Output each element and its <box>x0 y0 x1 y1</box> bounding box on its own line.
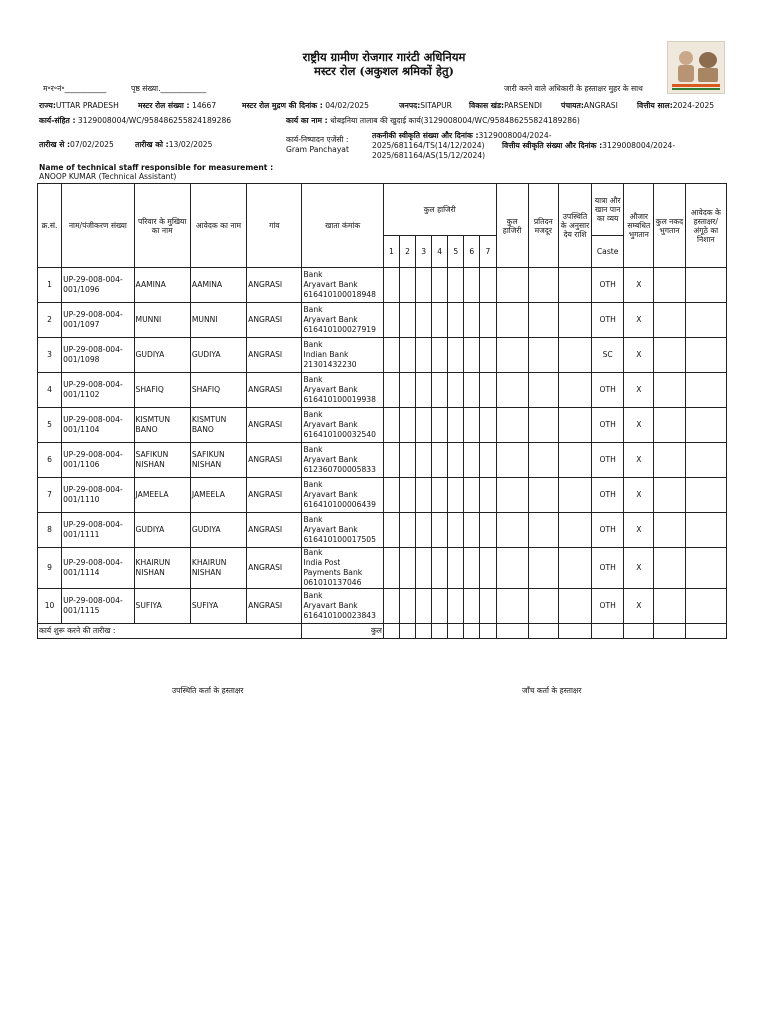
row-day-cell <box>480 443 496 478</box>
row-signature <box>685 268 726 303</box>
row-day-cell <box>383 408 399 443</box>
row-daily-wage <box>528 268 558 303</box>
row-day-cell <box>416 408 432 443</box>
row-village: ANGRASI <box>247 443 302 478</box>
row-day-cell <box>400 268 416 303</box>
row-registration: UP-29-008-004- 001/1104 <box>62 408 134 443</box>
row-day-cell <box>416 268 432 303</box>
row-signature <box>685 513 726 548</box>
col-village: गांव <box>247 184 302 268</box>
row-village: ANGRASI <box>247 589 302 624</box>
row-total <box>496 548 528 589</box>
day-7: 7 <box>480 236 496 268</box>
panchayat-field: पंचायत:ANGRASI <box>561 101 618 110</box>
row-village: ANGRASI <box>247 548 302 589</box>
row-payable <box>558 513 591 548</box>
row-signature <box>685 548 726 589</box>
row-account: Bank Aryavart Bank 616410100017505 <box>302 513 383 548</box>
scheme-logo <box>667 41 725 94</box>
row-applicant: KHAIRUN NISHAN <box>190 548 246 589</box>
row-day-cell <box>480 268 496 303</box>
col-tools: औजार सम्बधित भुगतान <box>624 184 654 268</box>
row-applicant: GUDIYA <box>190 338 246 373</box>
row-day-cell <box>480 303 496 338</box>
row-caste: OTH <box>592 478 624 513</box>
row-account: Bank India Post Payments Bank 061010137046 <box>302 548 383 589</box>
row-day-cell <box>432 303 448 338</box>
row-total <box>496 443 528 478</box>
row-village: ANGRASI <box>247 268 302 303</box>
row-registration: UP-29-008-004- 001/1102 <box>62 373 134 408</box>
col-registration: नाम/पंजीकरण संख्या <box>62 184 134 268</box>
row-cash <box>654 589 685 624</box>
row-tools: X <box>624 268 654 303</box>
row-day-cell <box>416 548 432 589</box>
row-signature <box>685 303 726 338</box>
row-household-head: KISMTUN BANO <box>134 408 190 443</box>
row-day-cell <box>400 589 416 624</box>
row-day-cell <box>432 513 448 548</box>
row-village: ANGRASI <box>247 338 302 373</box>
col-attendance: कुल हाजिरी <box>383 184 496 236</box>
row-day-cell <box>480 373 496 408</box>
row-total <box>496 408 528 443</box>
row-day-cell <box>448 303 464 338</box>
row-cash <box>654 303 685 338</box>
row-daily-wage <box>528 443 558 478</box>
row-day-cell <box>400 478 416 513</box>
row-payable <box>558 268 591 303</box>
row-daily-wage <box>528 338 558 373</box>
row-applicant: SUFIYA <box>190 589 246 624</box>
financial-sanction-field: वित्तीय स्वीकृति संख्या और दिनांक :3129008004/2024- <box>502 141 676 150</box>
day-4: 4 <box>432 236 448 268</box>
row-applicant: JAMEELA <box>190 478 246 513</box>
row-day-cell <box>400 303 416 338</box>
mr-no-field: मस्टर रोल संख्या : 14667 <box>138 101 217 110</box>
row-day-cell <box>383 338 399 373</box>
row-sno: 6 <box>38 443 62 478</box>
row-tools: X <box>624 303 654 338</box>
row-day-cell <box>383 443 399 478</box>
row-signature <box>685 478 726 513</box>
row-sno: 1 <box>38 268 62 303</box>
row-day-cell <box>464 548 480 589</box>
row-day-cell <box>464 373 480 408</box>
row-caste: OTH <box>592 548 624 589</box>
row-day-cell <box>480 338 496 373</box>
row-payable <box>558 589 591 624</box>
row-day-cell <box>480 408 496 443</box>
row-day-cell <box>480 548 496 589</box>
col-applicant: आवेदक का नाम <box>190 184 246 268</box>
agency-value: Gram Panchayat <box>286 145 349 154</box>
row-total <box>496 478 528 513</box>
row-applicant: MUNNI <box>190 303 246 338</box>
from-date-field: तारीख से :07/02/2025 <box>39 140 114 149</box>
row-account: Bank Aryavart Bank 616410100018948 <box>302 268 383 303</box>
row-day-cell <box>383 513 399 548</box>
row-tools: X <box>624 478 654 513</box>
row-account: Bank Aryavart Bank 616410100032540 <box>302 408 383 443</box>
financial-year-field: वित्तीय साल:2024-2025 <box>637 101 715 110</box>
row-day-cell <box>432 373 448 408</box>
day-2: 2 <box>400 236 416 268</box>
row-tools: X <box>624 589 654 624</box>
state-field: राज्य:UTTAR PRADESH <box>39 101 119 110</box>
table-row <box>38 513 727 548</box>
row-caste: OTH <box>592 268 624 303</box>
row-day-cell <box>448 478 464 513</box>
col-daily-wage: प्रतिदन मजदूर <box>528 184 558 268</box>
table-row <box>38 589 727 624</box>
row-day-cell <box>416 513 432 548</box>
row-day-cell <box>416 338 432 373</box>
row-day-cell <box>416 478 432 513</box>
row-signature <box>685 589 726 624</box>
table-row <box>38 408 727 443</box>
row-day-cell <box>383 373 399 408</box>
col-caste: Caste <box>592 236 624 268</box>
row-day-cell <box>432 589 448 624</box>
muster-roll-table <box>37 183 727 639</box>
row-tools: X <box>624 443 654 478</box>
row-payable <box>558 478 591 513</box>
print-date-field: मस्टर रोल मुद्रण की दिनांक : 04/02/2025 <box>242 101 369 110</box>
row-registration: UP-29-008-004- 001/1106 <box>62 443 134 478</box>
row-applicant: KISMTUN BANO <box>190 408 246 443</box>
row-day-cell <box>464 589 480 624</box>
row-day-cell <box>448 373 464 408</box>
row-registration: UP-29-008-004- 001/1098 <box>62 338 134 373</box>
row-caste: OTH <box>592 303 624 338</box>
row-day-cell <box>400 338 416 373</box>
row-registration: UP-29-008-004- 001/1097 <box>62 303 134 338</box>
row-day-cell <box>448 548 464 589</box>
row-day-cell <box>480 478 496 513</box>
table-row <box>38 478 727 513</box>
row-day-cell <box>416 443 432 478</box>
block-field: विकास खंड:PARSENDI <box>469 101 543 110</box>
row-registration: UP-29-008-004- 001/1096 <box>62 268 134 303</box>
row-village: ANGRASI <box>247 408 302 443</box>
row-village: ANGRASI <box>247 373 302 408</box>
row-signature <box>685 338 726 373</box>
row-daily-wage <box>528 513 558 548</box>
row-day-cell <box>400 513 416 548</box>
row-total <box>496 373 528 408</box>
row-account: Bank Indian Bank 21301432230 <box>302 338 383 373</box>
row-account: Bank Aryavart Bank 616410100006439 <box>302 478 383 513</box>
col-payable: उपस्थिति के अनुसार देय राशि <box>558 184 591 268</box>
financial-sanction-line2: 2025/681164/AS(15/12/2024) <box>372 151 486 160</box>
row-registration: UP-29-008-004- 001/1111 <box>62 513 134 548</box>
row-total <box>496 338 528 373</box>
row-day-cell <box>432 443 448 478</box>
row-registration: UP-29-008-004- 001/1110 <box>62 478 134 513</box>
row-household-head: GUDIYA <box>134 338 190 373</box>
col-signature: आवेदक के हस्ताक्षर/अंगूठे का निशान <box>685 184 726 268</box>
row-total <box>496 589 528 624</box>
day-3: 3 <box>416 236 432 268</box>
district-field: जनपद:SITAPUR <box>399 101 452 110</box>
row-registration: UP-29-008-004- 001/1115 <box>62 589 134 624</box>
row-caste: OTH <box>592 443 624 478</box>
row-day-cell <box>464 303 480 338</box>
page-number-blank: पृष्ठ संख्या.____________ <box>131 84 207 93</box>
row-sno: 4 <box>38 373 62 408</box>
row-tools: X <box>624 548 654 589</box>
row-total <box>496 513 528 548</box>
row-household-head: SUFIYA <box>134 589 190 624</box>
row-daily-wage <box>528 408 558 443</box>
row-daily-wage <box>528 373 558 408</box>
row-account: Bank Aryavart Bank 612360700005833 <box>302 443 383 478</box>
row-day-cell <box>416 589 432 624</box>
row-village: ANGRASI <box>247 303 302 338</box>
row-day-cell <box>432 338 448 373</box>
row-cash <box>654 338 685 373</box>
row-day-cell <box>432 478 448 513</box>
row-day-cell <box>448 443 464 478</box>
row-signature <box>685 373 726 408</box>
row-total <box>496 268 528 303</box>
title-line-1: राष्ट्रीय ग्रामीण रोजगार गारंटी अधिनियम <box>302 50 466 64</box>
row-day-cell <box>480 513 496 548</box>
row-applicant: AAMINA <box>190 268 246 303</box>
total-label: कुल <box>302 624 383 639</box>
row-day-cell <box>416 373 432 408</box>
work-code-field: कार्य-संहित : 3129008004/WC/958486255824189286 <box>39 116 232 125</box>
day-5: 5 <box>448 236 464 268</box>
row-tools: X <box>624 513 654 548</box>
row-household-head: SAFIKUN NISHAN <box>134 443 190 478</box>
technical-sanction-line2: 2025/681164/TS(14/12/2024) <box>372 141 485 150</box>
row-day-cell <box>464 478 480 513</box>
row-account: Bank Aryavart Bank 616410100019938 <box>302 373 383 408</box>
row-household-head: JAMEELA <box>134 478 190 513</box>
checker-signature: जाँच कर्ता के हस्ताक्षर <box>522 686 582 695</box>
row-cash <box>654 478 685 513</box>
row-tools: X <box>624 373 654 408</box>
table-row <box>38 268 727 303</box>
row-tools: X <box>624 408 654 443</box>
row-cash <box>654 373 685 408</box>
row-caste: OTH <box>592 513 624 548</box>
row-day-cell <box>448 268 464 303</box>
row-cash <box>654 443 685 478</box>
row-payable <box>558 303 591 338</box>
row-sno: 5 <box>38 408 62 443</box>
row-signature <box>685 443 726 478</box>
row-village: ANGRASI <box>247 513 302 548</box>
row-sno: 10 <box>38 589 62 624</box>
row-day-cell <box>448 589 464 624</box>
technical-staff-label: Name of technical staff responsible for measurement : <box>39 163 274 172</box>
attendance-taker-signature: उपस्थिति कर्ता के हस्ताक्षर <box>172 686 244 695</box>
row-applicant: GUDIYA <box>190 513 246 548</box>
row-household-head: GUDIYA <box>134 513 190 548</box>
col-sno: क्र.सं. <box>38 184 62 268</box>
col-travel: यात्रा और खान पान का व्यय <box>592 184 624 236</box>
row-day-cell <box>383 589 399 624</box>
day-1: 1 <box>383 236 399 268</box>
row-payable <box>558 443 591 478</box>
mr-number-blank: म॰र॰नं॰___________ <box>43 84 107 93</box>
title-line-2: मस्टर रोल (अकुशल श्रमिकों हेतु) <box>314 64 454 78</box>
row-caste: OTH <box>592 408 624 443</box>
row-day-cell <box>383 548 399 589</box>
row-daily-wage <box>528 478 558 513</box>
row-account: Bank Aryavart Bank 616410100027919 <box>302 303 383 338</box>
row-day-cell <box>383 478 399 513</box>
row-sno: 9 <box>38 548 62 589</box>
row-day-cell <box>464 443 480 478</box>
row-village: ANGRASI <box>247 478 302 513</box>
table-row <box>38 443 727 478</box>
row-caste: SC <box>592 338 624 373</box>
row-registration: UP-29-008-004- 001/1114 <box>62 548 134 589</box>
row-daily-wage <box>528 548 558 589</box>
agency-label: कार्य-निष्पादन एजेंसी : <box>286 135 349 144</box>
to-date-field: तारीख को :13/02/2025 <box>135 140 213 149</box>
row-household-head: AAMINA <box>134 268 190 303</box>
row-household-head: KHAIRUN NISHAN <box>134 548 190 589</box>
row-day-cell <box>448 338 464 373</box>
row-daily-wage <box>528 303 558 338</box>
row-cash <box>654 513 685 548</box>
row-day-cell <box>400 548 416 589</box>
row-daily-wage <box>528 589 558 624</box>
row-day-cell <box>464 513 480 548</box>
row-day-cell <box>383 268 399 303</box>
col-cash: कुल नकद भुगतान <box>654 184 685 268</box>
work-start-date-label: कार्य शुरू करने की तारीख : <box>38 624 302 639</box>
row-account: Bank Aryavart Bank 616410100023843 <box>302 589 383 624</box>
row-day-cell <box>432 548 448 589</box>
row-day-cell <box>400 408 416 443</box>
row-day-cell <box>480 589 496 624</box>
row-household-head: MUNNI <box>134 303 190 338</box>
row-day-cell <box>448 408 464 443</box>
row-payable <box>558 548 591 589</box>
row-day-cell <box>416 303 432 338</box>
day-6: 6 <box>464 236 480 268</box>
row-day-cell <box>383 303 399 338</box>
table-row <box>38 373 727 408</box>
row-sno: 3 <box>38 338 62 373</box>
table-row <box>38 338 727 373</box>
col-total-attendance: कुल हाजिरी <box>496 184 528 268</box>
row-applicant: SHAFIQ <box>190 373 246 408</box>
technical-staff-name: ANOOP KUMAR (Technical Assistant) <box>39 172 177 181</box>
row-day-cell <box>400 443 416 478</box>
table-row <box>38 548 727 589</box>
row-day-cell <box>464 268 480 303</box>
col-account: खाता कंमांक <box>302 184 383 268</box>
work-name-field: कार्य का नाम : धोबइनिया तालाब की खुदाई कार्य(3129008004/WC/958486255824189286) <box>286 116 580 125</box>
row-day-cell <box>432 268 448 303</box>
row-household-head: SHAFIQ <box>134 373 190 408</box>
col-household-head: परिवार के मुखिया का नाम <box>134 184 190 268</box>
row-sno: 7 <box>38 478 62 513</box>
row-day-cell <box>448 513 464 548</box>
row-day-cell <box>432 408 448 443</box>
row-total <box>496 303 528 338</box>
row-payable <box>558 338 591 373</box>
issuer-sign-label: जारी करने वाले अधिकारी के हस्ताक्षर मुहर के साथ <box>504 84 643 93</box>
row-cash <box>654 268 685 303</box>
technical-sanction-field: तकनीकी स्वीकृति संख्या और दिनांक :3129008004/2024- <box>372 131 552 140</box>
row-tools: X <box>624 338 654 373</box>
row-applicant: SAFIKUN NISHAN <box>190 443 246 478</box>
row-signature <box>685 408 726 443</box>
row-day-cell <box>464 338 480 373</box>
row-cash <box>654 408 685 443</box>
table-row <box>38 303 727 338</box>
row-sno: 8 <box>38 513 62 548</box>
row-payable <box>558 408 591 443</box>
row-payable <box>558 373 591 408</box>
row-cash <box>654 548 685 589</box>
row-day-cell <box>400 373 416 408</box>
row-caste: OTH <box>592 589 624 624</box>
row-day-cell <box>464 408 480 443</box>
row-caste: OTH <box>592 373 624 408</box>
row-sno: 2 <box>38 303 62 338</box>
